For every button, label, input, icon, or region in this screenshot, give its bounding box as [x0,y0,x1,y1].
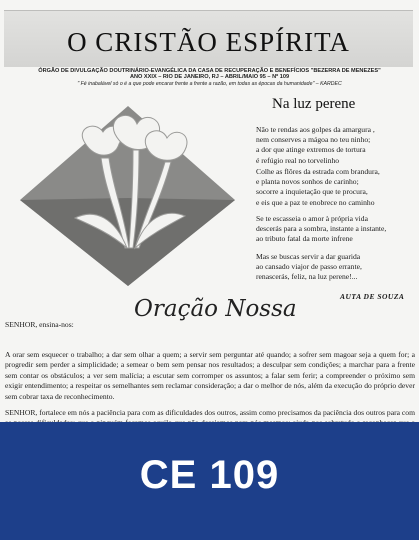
poem-line: renascerás, feliz, na luz perene!... [256,272,358,282]
issue-line: ANO XXIX – RIO DE JANEIRO, RJ – ABRIL/MAIO 95 – Nº 109 [129,74,290,80]
poem-line: é refúgio real no torvelinho [256,155,340,165]
org-line-1: ÓRGÃO DE DIVULGAÇÃO DOUTRINÁRIO-EVANGÉLICA DA CASA DE RECUPERAÇÃO E BENEFÍCIOS "BEZERRA DE MENEZES" [38,68,381,74]
issue-banner-label: CE 109 [139,453,280,497]
newspaper-title: O CRISTÃO ESPÍRITA [67,27,350,57]
motto-line: " Fé inabalável só o é a que pode encarar frente a frente a razão, em todas as épocas da humanidade" – KARDEC [77,81,342,87]
tulip-emblem [15,98,240,288]
poem-line: e planta novos sonhos de carinho; [256,177,359,187]
prayer-salutation: SENHOR, ensina-nos: [5,320,74,329]
poem-stanza-2 [256,167,380,208]
poem-line: Mas se buscas servir a dar guarida [256,252,361,261]
prayer-title: Oração Nossa [134,296,297,322]
poem-line: Não te rendas aos golpes da amargura , [256,125,375,134]
poem-line: Se te escasseia o amor à própria vida [256,214,368,223]
prayer-paragraph-1: A orar sem esquecer o trabalho; a dar sem olhar a quem; a servir sem perguntar até quando; a sofrer sem magoar seja a quem for; a progredir sem perder a simplicidade; a semear o bem sem pensar nos resultados; a desculpar sem condições; a marchar para a frente sem contar os obstáculos; a ver sem malícia; a escutar sem corromper os assuntos; a falar sem ferir; a compreender o próximo sem exigir entendimento; a respeitar os semelhantes sem reclamar consideração; a dar o melhor de nós, além da execução do próprio dever sem cobrar taxa de reconhecimento. [5,350,415,401]
poem-stanza-1 [256,125,375,166]
poem-line: nem conserves a mágoa no teu ninho; [256,135,371,145]
poem-line: ao cansado viajor de passo errante, [256,262,362,272]
poem-line: ao tributo fatal da morte infrene [256,234,353,244]
masthead [4,10,413,67]
poem-author: AUTA DE SOUZA [340,292,405,301]
poem-line: e eis que a paz te enobrece no caminho [256,197,375,207]
poem-title: Na luz perene [272,96,356,112]
poem-stanza-4 [256,252,362,283]
poem-line: Colhe as flôres da estrada com brandura, [256,167,380,176]
poem-line: descerás para a sombra, instante a instante, [256,224,387,234]
poem-line: a dor que atinge extremos de tortura [256,145,366,155]
poem-stanza-3 [256,214,386,245]
poem-line: socorre a inquietação que te procura, [256,187,368,197]
prayer-paragraph-2: SENHOR, fortalece em nós a paciência para com as dificuldades dos outros, assim como precisamos da paciência dos outros para com [5,408,415,417]
issue-banner [0,422,419,540]
